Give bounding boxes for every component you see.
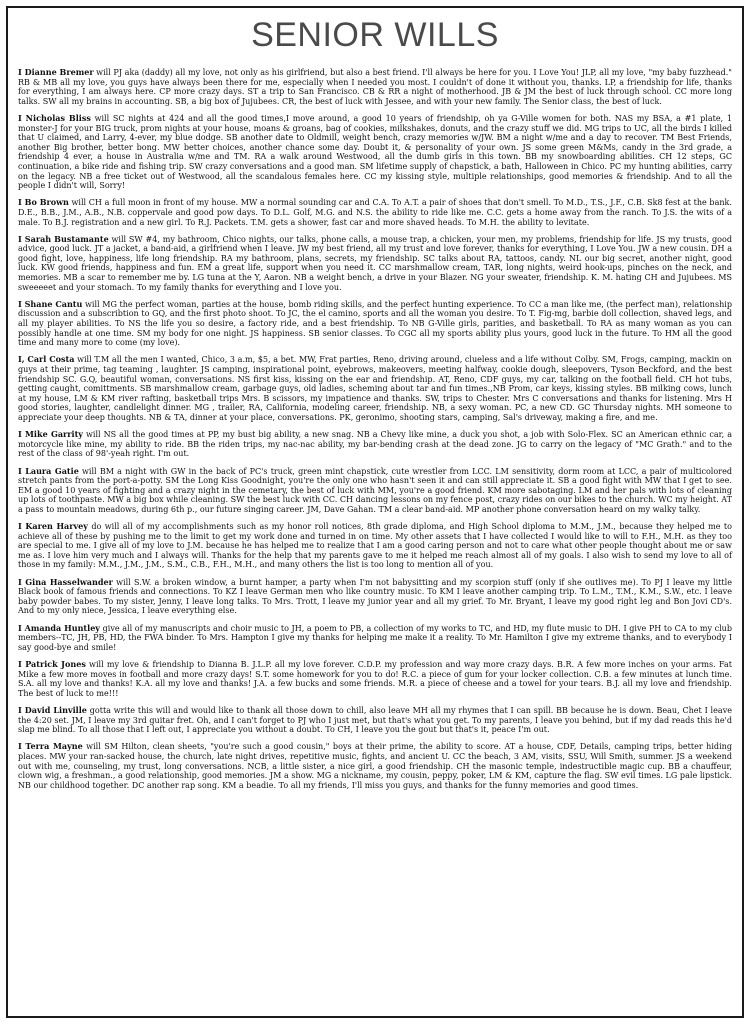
will-entry	[18, 198, 732, 227]
will-entry	[18, 430, 732, 459]
will-text: will CH a full moon in front of my house. MW a normal sounding car and C.A. To A.T. a pair of shoes that don't smell. To M.D., T.S., J.F., C.B. Sk8 fest at the bank. D.E., B.B., J.M., A.B., N.B. coppervale and good pow days. To D.L. Golf, M.G. and N.S. the ability to ride like me. C.C. gets a home away from the ranch. To J.S. the wits of a male. To B.J. registration and a new girl. To R.J. Packets. T.M. gets a shower, fast car and more shaved heads. To M.H. the ability to levitate.	[18, 198, 732, 227]
will-entry	[18, 68, 732, 106]
will-text: will S.W. a broken window, a burnt hamper, a party when I'm not babysitting and my scorpion stuff (only if she outlives me). To PJ I leave my little Black book of famous friends and connections. To KZ I leave German men who like country music. To KM I leave another camping trip. To L.M., T.M., K.M., S.W., etc. I leave baby powder babes. To my sister, Jenny, I leave long talks. To Mrs. Trott, I leave my junior year and all my grief. To Mr. Bryant, I leave my good right leg and Bon Jovi CD's. And to my only niece, Jessica, I leave everything else.	[18, 577, 732, 616]
student-name: I Patrick Jones	[18, 659, 86, 669]
page-title: SENIOR WILLS	[251, 16, 499, 54]
will-entry	[18, 660, 732, 698]
will-entry	[18, 355, 732, 422]
will-text: will BM a night with GW in the back of PC's truck, green mint chapstick, cute wrestler from LCC. LM sensitivity, dorm room at LCC, a pair of multicolored stretch pants from the port-a-potty. SM the Long Kiss Goodnight, you're the only one who hasn't seen it and can still appreciate it. SB a good fight with MW that I get to see. EM a good 10 years of fighting and a crazy night in the cemetary, the best of luck with MM, you're a good friend. KM more sabotaging. LM and her pals with lots of cleaning up lots of toothpaste. MW a big box while cleaning. SW the best luck with CC. CH dancing lessons on my fence post, crazy rides on our bikes to the church. WC my height. AT a pass to mountain meadows, during 6th p., our future singing career. JM, Dave Gahan. TM a clear band-aid. MP another phone conversation heard on my walky talky.	[18, 466, 732, 514]
will-text: will T.M all the men I wanted, Chico, 3 a.m, $5, a bet. MW, Frat parties, Reno, driving around, clueless and a life without Colby. SM, Frogs, camping, mackin on guys at their prime, tag teaming , laughter. JS camping, inspirational point, eyebrows, makeovers, meeting halfway, cookie dough, sleepovers, Tyson Beckford, and the best friendship SC. G.Q, beautiful woman, conversations. NS first kiss, kissing on the ear and friendship. AT, Reno, CDF guys, my car, talking on the football field. CH hot tubs, getting caught, comittments. SB marshmallow cream, garbage guys, old ladies, scheming about tar and fun times.,NB Prom, car keys, kissing styles. BB milking cows, lunch at my house, LM & KM river rafting, basketball trips Mrs. B scissors, my impatience and thanks. SW, trips to Chester. Mrs C conversations and thanks for listening. Mrs H good stories, laughter, candlelight dinner. MG , trailer, RA, California, modeling career, friendship. NB, a sexy woman. PC, a new CD. GC Thursday nights. MH someone to appreciate your deep thoughts. NB & TA, dinner at your place, conversations. PK, geronimo, shooting stars, camping, Sal's driveway, making a fire, and me.	[18, 355, 732, 422]
student-name: I Sarah Bustamante	[18, 233, 109, 244]
will-text: do will all of my accomplishments such as my honor roll notices, 8th grade diploma, and High School diploma to M.M., J.M., because they helped me to achieve all of these by pushing me to the limit to get my work done and turned in on time. My other assets that I have collected I would like to will to F.H., M.H. as they too are special to me. I give all of my love to J.M. because he has helped me to realize that I am a good caring person and not to care what other people thought about me or saw me as. I love him very much and I always will. Thanks for the help that my parents gave to me it helped me reach almost all of my goals. I also wish to send my love to all of those in my family: M.M., J.M., J.M., S.M., C.B., F.H., M.H., and many others the list is too long to mention all of you.	[18, 522, 732, 570]
student-name: I Dianne Bremer	[18, 67, 94, 77]
will-entry	[18, 235, 732, 293]
will-entry	[18, 522, 732, 570]
will-entry	[18, 467, 732, 515]
student-name: I Mike Garrity	[18, 429, 83, 440]
student-name: I Karen Harvey	[18, 521, 88, 532]
wills-list	[8, 68, 742, 790]
will-text: will MG the perfect woman, parties at the house, bomb riding skills, and the perfect hunting experience. To CC a man like me, (the perfect man), relationship discussion and a subscribtion to GQ, and the first photo shoot. To JC, the el camino, sports and all the woman you desire. To T. Fig-mg, barbie doll collection, shaved legs, and all my player abilities. To NS the life you so desire, a factory ride, and a best friendship. To NB G-Ville girls, parities, and basketball. To RA as many woman as you can possibly handle at one time. SM my body for one night. JS happiness. SB senior classes. To CGC all my sports ability plus yours, good luck in the future. To HM all the good time and many more to come (my love).	[18, 299, 732, 348]
will-entry	[18, 742, 732, 790]
student-name: I Bo Brown	[18, 197, 69, 208]
will-text: will SC nights at 424 and all the good times,I move around, a good 10 years of friendship, oh ya G-Ville women for both. NAS my BSA, a #1 plate, 1 monster-J for your BIG truck, prom nights at your house, moans & groans, bag of cookies, milkshakes, donuts, and the crazy stuff we did. MG trips to UC, all the birds I killed that U claimed, and Larry, 4-ever, my blue dodge. SB another date to Oldmill, weight bench, crazy memories w/JW. BM a night w/me and a day to recover. TM Best Friends, another Big brother, better bong. MW better choices, another chance some day. Doubt it, & personality of your own. JS some green M&Ms, candy in the 3rd grade, a friendship 4 ever, a house in Australia w/me and TM. RA a walk around Westwood, all the dumb girls in this town. BB my snowboarding abilities. CH 12 steps, GC continuation, a bike ride and fishing trip. SW crazy conversations and a good man. SM lifetime supply of chapstick, a bath, Halloween in Chico. PC my hunting abilities, carry on the legacy. NB a free ticket out of Westwood, all the scandalous females here. CC my kissing style, multiple relationships, good memories & friendship. And to all the people I didn't will, Sorry!	[18, 113, 732, 191]
will-text: gotta write this will and would like to thank all those down to chill, also leave MH all my rhymes that I can spill. BB because he is down. Beau, Chet I leave the 4:20 set. JM, I leave my 3rd guitar fret. Oh, and I can't forget to PJ who I just met, but that's what you get. To my parents, I leave you behind, but if my dad reads this he'd slap me blind. To all those that I left out, I appreciate you without a doubt. To CH, I leave you the gout but that's it, peace I'm out.	[18, 705, 732, 735]
will-text: will SM Hilton, clean sheets, "you're such a good cousin," boys at their prime, the ability to score. AT a house, CDF, Details, camping trips, better hiding places. MW your ran-sacked house, the church, late night drives, repetitive music, fights, and ancient U. CC the beach, 3 AM, visits, SSU, Will Smith, summer. JS a weekend out with me, counseling, my trust, long conversations. NCB, a little sister, a nice girl, a good friendship. CH the masonic temple, indestructible magic cup. BB a chauffeur, clown wig, a freshman., a good relationship, good memories. JM a show. MG a nickname, my cousin, peppy, poker, LM & KM, capture the flag. SW evil times. LG pale lipstick. NB our childhood together. DC another rap song. KM a beadie. To all my friends, I'll miss you guys, and thanks for the funny memories and good times.	[18, 742, 732, 790]
will-entry	[18, 300, 732, 348]
student-name: I Gina Hasselwander	[18, 576, 113, 587]
will-text: will SW #4, my bathroom, Chico nights, our talks, phone calls, a mouse trap, a chicken, your men, my problems, friendship for life. JS my trusts, good advice, good luck. JT a jacket, a band-aid, a girlfriend when I leave. JW my best friend, all my trust and love forever, thanks for everything, I Love You. JW a new cousin. DH a good fight, love, happiness, life long friendship. RA my bathroom, plans, secrets, my friendship. SC talks about RA, tattoos, candy. NL our big secret, another night, good luck. KW good friends, happiness and fun. EM a great life, support when you need it. CC marshmallow cream, TAR, long nights, weird hook-ups, pinches on the neck, and memories. MB a scar to remember me by. LG tuna at the Y, Aaron. NB a weight bench, a drive in your Blazer. NG your sweater, friendship. K. M. hating CH and Jujubees. MS sweeeeet and your stomach. To my family thanks for everything and I love you.	[18, 234, 732, 292]
will-entry	[18, 578, 732, 616]
student-name: I Shane Cantu	[18, 298, 83, 309]
student-name: I Terra Mayne	[18, 741, 83, 752]
will-text: will my love & friendship to Dianna B. J.L.P. all my love forever. C.D.P. my profession and way more crazy days. B.R. A few more inches on your arms. Fat Mike a few more moves in football and more crazy days! S.T. some homework for you to do! R.C. a piece of gum for your locker collection. C.B. a few minutes at lunch time. S.A. all my love and thanks! K.A. all my love and thanks! J.A. a few bucks and some friends. M.R. a piece of cheese and a towel for your tears. B.J. all my love and friendship. The best of luck to me!!!	[18, 660, 732, 698]
student-name: I, Carl Costa	[18, 354, 75, 365]
student-name: I David Linville	[18, 704, 87, 715]
will-entry	[18, 624, 732, 653]
will-text: will PJ aka (daddy) all my love, not only as his girlfriend, but also a best friend. I'll always be here for you. I Love You! JLP, all my love, "my baby fuzzhead." RB & MB all my love, you guys have always been there for me, especially when I needed you most. I couldn't of done it without you, thanks. LP, a friendship for life, thanks for everything, I am always here. CP more crazy days. ST a trip to San Francisco. CB & RR a night of motherhood. JB & JM the best of luck through school. CC more long talks. SW all my brains in accounting. SB, a big box of Jujubees. CR, the best of luck with Jessee, and with your new family. The Senior class, the best of luck.	[18, 68, 732, 106]
student-name: I Nicholas Bliss	[18, 112, 91, 123]
student-name: I Amanda Huntley	[18, 622, 100, 633]
student-name: I Laura Gatie	[18, 465, 79, 476]
will-text: will NS all the good times at PP, my bust big ability, a new snag. NB a Chevy like mine, a duck you shot, a job with Solo-Flex. SC an American ethnic car, a motorcycle like mine, my ability to ride. BB the riden trips, my nac-nac ability, my bar-bending crash at the dead zone. JG to carry on the legacy of "MC Grath." and to the rest of the class of 98'-yeah right. I'm out.	[18, 430, 733, 459]
yearbook-page	[6, 6, 744, 1018]
will-entry	[18, 114, 732, 191]
will-entry	[18, 706, 732, 735]
will-text: give all of my manuscripts and choir music to JH, a poem to PB, a collection of my works to TC, and HD, my flute music to DH. I give PH to CA to my club members--TC, JH, PB, HD, the FWA binder. To Mrs. Hampton I give my thanks for helping me make it a reality. To Mr. Hamilton I give my extreme thanks, and to everybody I say good-bye and smile!	[18, 623, 733, 652]
